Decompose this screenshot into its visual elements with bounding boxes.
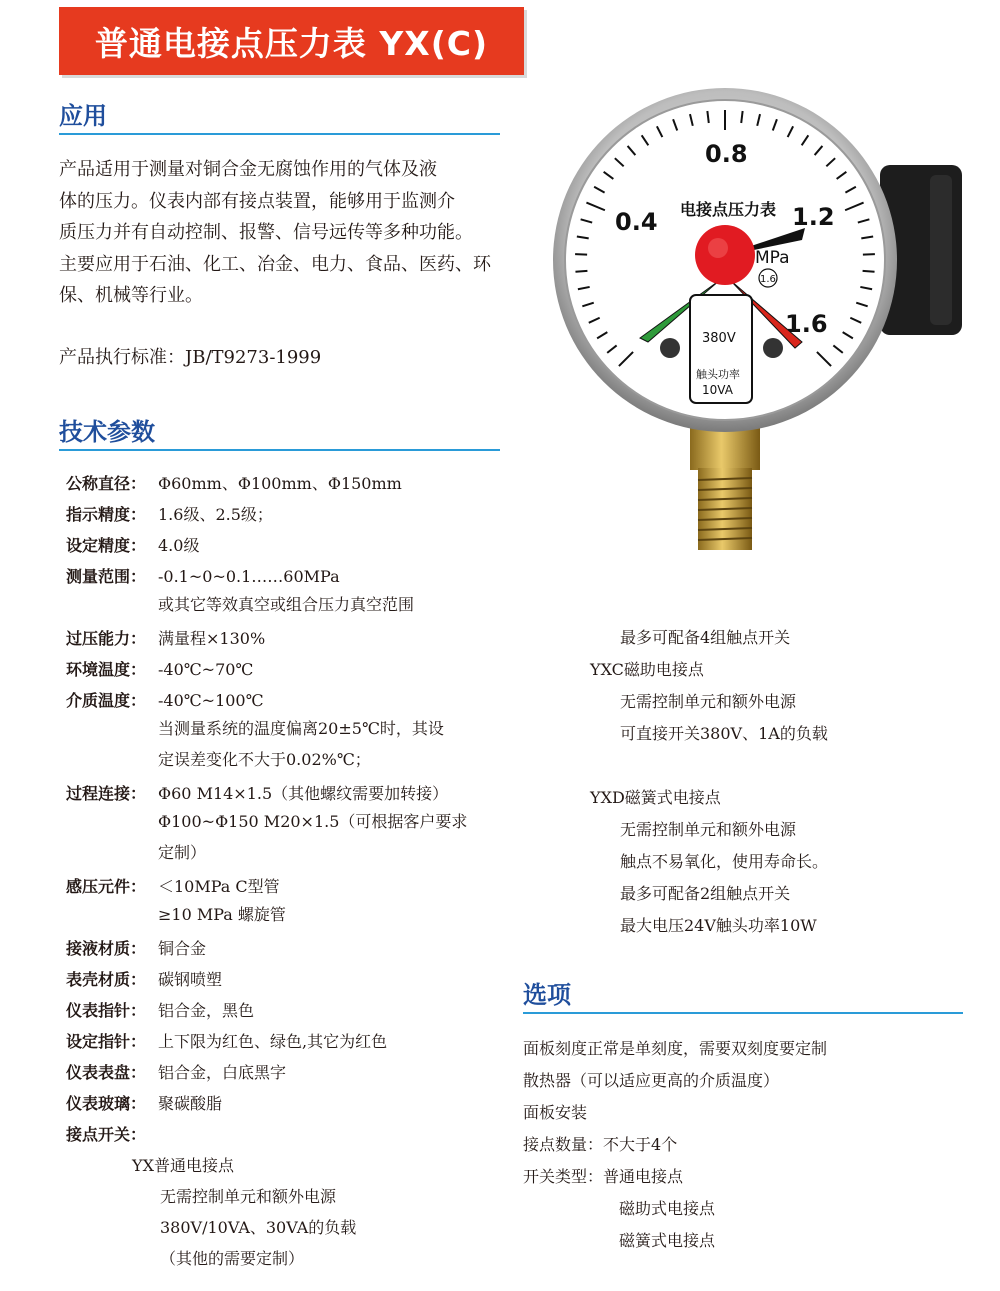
standard-text: 产品执行标准：JB/T9273-1999	[59, 347, 322, 368]
spec-value-line: 1.6级、2.5级；	[158, 505, 273, 524]
application-line: 主要应用于石油、化工、冶金、电力、食品、医药、环	[59, 253, 491, 275]
spec-row	[66, 1092, 506, 1116]
spec-label: 环境温度：	[66, 660, 147, 679]
scale-label: 1.2	[792, 203, 835, 231]
spec-value	[158, 875, 506, 930]
contact-line: 最多可配备4组触点开关	[620, 628, 791, 647]
power-value: 10VA	[702, 383, 733, 397]
spec-value-line: 满量程×130%	[158, 629, 266, 648]
spec-row	[66, 503, 506, 527]
spec-value	[158, 1030, 506, 1054]
spec-row	[66, 1030, 506, 1054]
spec-row	[66, 968, 506, 992]
option-value: 普通电接点	[603, 1167, 684, 1186]
option-line: 散热器（可以适应更高的介质温度）	[523, 1071, 780, 1090]
spec-label: 测量范围：	[66, 567, 147, 586]
spec-value	[158, 968, 506, 992]
contact-line: 可直接开关380V、1A的负载	[620, 724, 828, 743]
spec-label: 接点开关：	[66, 1125, 147, 1144]
spec-value-line: 4.0级	[158, 536, 200, 555]
section-heading-tech: 技术参数	[59, 412, 500, 451]
dial-text: 电接点压力表	[680, 200, 777, 219]
spec-value	[158, 1061, 506, 1085]
spec-value-line: 聚碳酸脂	[158, 1094, 223, 1113]
spec-label: 感压元件：	[66, 877, 147, 896]
spec-value-line: -0.1~0~0.1……60MPa	[158, 567, 340, 586]
option-line: 面板刻度正常是单刻度，需要双刻度要定制	[523, 1039, 828, 1058]
contact-line: 无需控制单元和额外电源	[620, 692, 797, 711]
option-label: 开关类型：	[523, 1167, 604, 1186]
spec-label: 仪表表盘：	[66, 1063, 147, 1082]
spec-value-line: -40℃~100℃	[158, 691, 264, 710]
accuracy-class: 1.6	[760, 274, 776, 285]
scale-label: 0.4	[615, 208, 658, 236]
spec-row	[66, 689, 506, 775]
application-line: 体的压力。仪表内部有接点装置，能够用于监测介	[59, 190, 455, 212]
spec-value-line: Φ60mm、Φ100mm、Φ150mm	[158, 474, 402, 493]
contact-line: 触点不易氧化，使用寿命长。	[620, 852, 829, 871]
spec-row	[66, 782, 506, 868]
application-line: 保、机械等行业。	[59, 285, 203, 306]
yx-line: 无需控制单元和额外电源	[160, 1187, 337, 1206]
spec-value	[158, 503, 506, 527]
spec-value	[158, 782, 506, 868]
spec-label: 仪表玻璃：	[66, 1094, 147, 1113]
spec-value-line: 碳钢喷塑	[158, 970, 223, 989]
scale-tick	[741, 111, 742, 123]
spec-value-line: -40℃~70℃	[158, 660, 254, 679]
spec-value-line: 铜合金	[158, 939, 207, 958]
application-paragraph	[59, 154, 504, 312]
voltage-label: 380V	[702, 331, 736, 346]
spec-label: 设定指针：	[66, 1032, 147, 1051]
contact-line: 无需控制单元和额外电源	[620, 820, 797, 839]
option-switch-type	[523, 1161, 827, 1193]
pressure-gauge-image	[540, 80, 980, 560]
spec-row	[66, 534, 506, 558]
spec-value-line: ＜10MPa C型管	[158, 877, 280, 896]
spec-value-line: Φ60 M14×1.5（其他螺纹需要加转接）	[158, 784, 449, 803]
yx-name: YX普通电接点	[132, 1156, 234, 1175]
spec-row	[66, 937, 506, 961]
spec-row	[66, 1123, 506, 1147]
spec-value-line: 上下限为红色、绿色,其它为红色	[158, 1032, 388, 1051]
page-title: 普通电接点压力表 YX(C)	[59, 7, 524, 75]
spec-label: 过压能力：	[66, 629, 147, 648]
spec-label: 接液材质：	[66, 939, 147, 958]
pressure-gauge-illustration	[540, 80, 980, 560]
application-line: 质压力并有自动控制、报警、信号远传等多种功能。	[59, 222, 473, 243]
spec-value-line: ≥10 MPa 螺旋管	[158, 905, 286, 924]
scale-label: 0.8	[705, 140, 748, 168]
spec-label: 仪表指针：	[66, 1001, 147, 1020]
spec-row	[66, 658, 506, 682]
spec-label: 介质温度：	[66, 691, 147, 710]
spec-value	[158, 627, 506, 651]
spec-row	[66, 1061, 506, 1085]
spec-value	[158, 1123, 506, 1147]
spec-value	[158, 689, 506, 775]
spec-label: 公称直径：	[66, 474, 147, 493]
option-contact-count	[523, 1129, 827, 1161]
option-value: 磁助式电接点	[619, 1199, 716, 1218]
spec-value-line: 铝合金，白底黑字	[158, 1063, 287, 1082]
scale-tick	[863, 271, 875, 272]
section-heading-application: 应用	[59, 96, 500, 135]
yxc-name: YXC磁助电接点	[590, 660, 704, 679]
spec-value-line: 定误差变化不大于0.02%℃；	[158, 750, 371, 769]
option-value: 磁簧式电接点	[619, 1231, 716, 1250]
application-line: 产品适用于测量对铜合金无腐蚀作用的气体及液	[59, 159, 437, 180]
yxd-name: YXD磁簧式电接点	[590, 788, 721, 807]
spec-row	[66, 565, 506, 620]
option-value: 不大于4个	[603, 1135, 678, 1154]
scale-label: 1.6	[785, 310, 828, 338]
scale-tick	[707, 111, 708, 123]
dial-unit: MPa	[755, 248, 790, 268]
option-line: 面板安装	[523, 1103, 588, 1122]
options-list	[523, 1033, 827, 1257]
power-label: 触头功率	[696, 368, 740, 381]
scale-tick	[575, 271, 587, 272]
spec-value-line: Φ100~Φ150 M20×1.5（可根据客户要求	[158, 812, 468, 831]
contact-types-column	[590, 622, 828, 942]
spec-value	[158, 534, 506, 558]
contact-line: 最大电压24V触头功率10W	[620, 916, 817, 935]
spec-value	[158, 472, 506, 496]
spec-row	[66, 875, 506, 930]
spec-row	[66, 999, 506, 1023]
section-heading-options: 选项	[523, 975, 963, 1014]
spec-row	[66, 627, 506, 651]
contact-line: 最多可配备2组触点开关	[620, 884, 791, 903]
spec-label: 过程连接：	[66, 784, 147, 803]
spec-value	[158, 658, 506, 682]
spec-value	[158, 565, 506, 620]
yx-line: （其他的需要定制）	[160, 1249, 305, 1268]
spec-label: 指示精度：	[66, 505, 147, 524]
spec-value-line: 铝合金，黑色	[158, 1001, 255, 1020]
spec-value-line: 当测量系统的温度偏离20±5℃时，其设	[158, 719, 444, 738]
spec-value	[158, 999, 506, 1023]
spec-label: 设定精度：	[66, 536, 147, 555]
spec-list	[66, 472, 506, 1274]
spec-label: 表壳材质：	[66, 970, 147, 989]
spec-row	[66, 472, 506, 496]
option-label: 接点数量：	[523, 1135, 604, 1154]
spec-value-line: 定制）	[158, 843, 207, 862]
yx-line: 380V/10VA、30VA的负载	[160, 1218, 357, 1237]
spec-value	[158, 937, 506, 961]
spec-value-line: 或其它等效真空或组合压力真空范围	[158, 595, 415, 614]
spec-value	[158, 1092, 506, 1116]
